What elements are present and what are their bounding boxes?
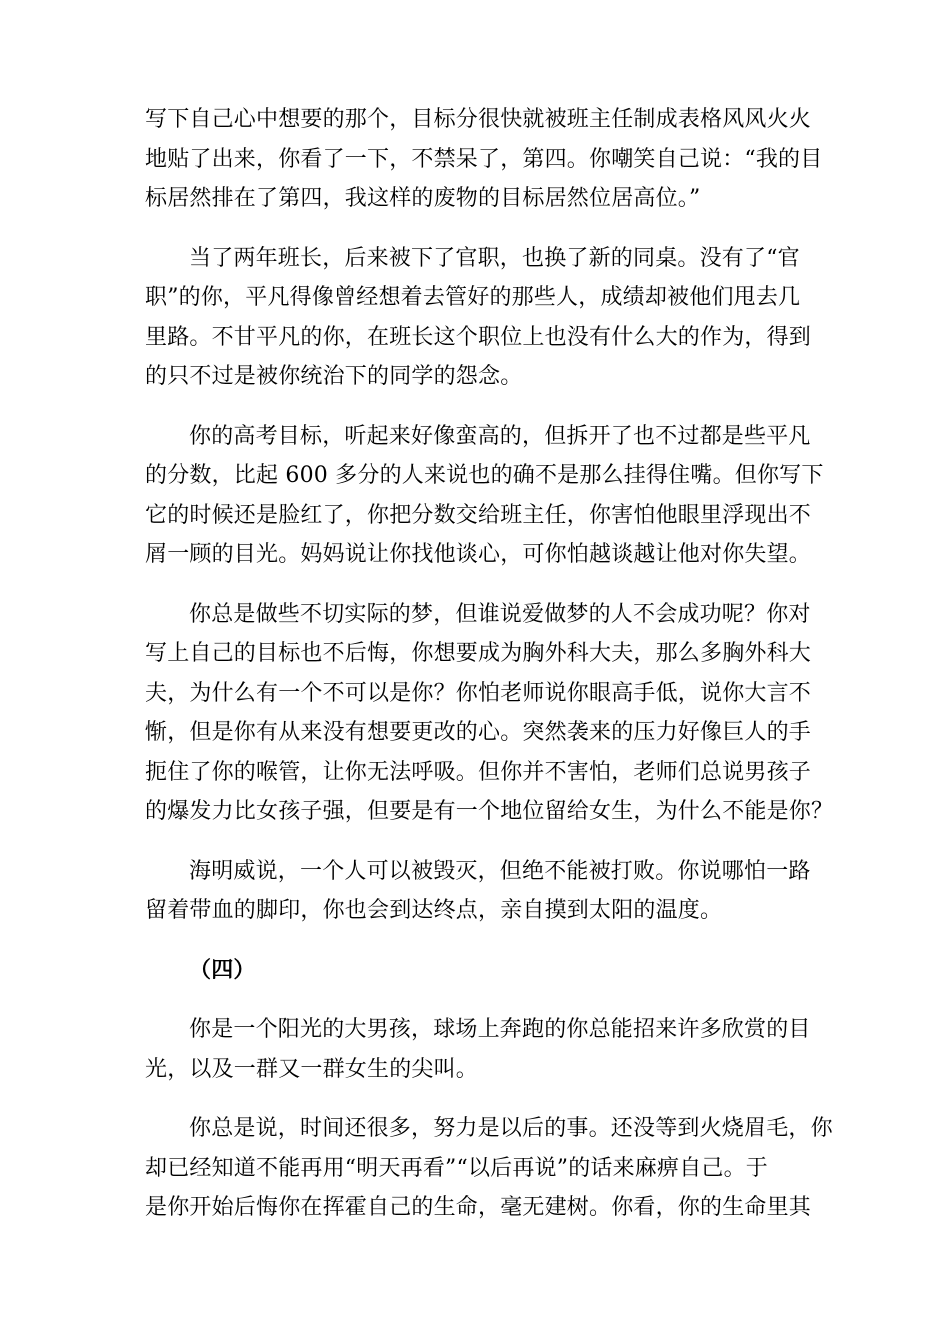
text-line: 扼住了你的喉管，让你无法呼吸。但你并不害怕，老师们总说男孩子 xyxy=(145,759,812,785)
text-line: 海明威说，一个人可以被毁灭，但绝不能被打败。你说哪怕一路 xyxy=(189,858,811,884)
paragraph-6 xyxy=(145,1010,811,1089)
text-line: 你总是做些不切实际的梦，但谁说爱做梦的人不会成功呢？你对 xyxy=(189,601,811,627)
text-line: 写上自己的目标也不后悔，你想要成为胸外科大夫，那么多胸外科大 xyxy=(145,641,812,666)
text-line: 是你开始后悔你在挥霍自己的生命，毫无建树。你看，你的生命里其 xyxy=(145,1195,812,1220)
text-line: 的分数，比起 600 多分的人来说也的确不是那么挂得住嘴。但你写下 xyxy=(145,463,824,488)
paragraph-4 xyxy=(145,595,834,832)
text-line: 屑一顾的目光。妈妈说让你找他谈心，可你怕越谈越让他对你失望。 xyxy=(145,542,812,567)
text-line: 却已经知道不能再用“明天再看”“以后再说”的话来麻痹自己。于 xyxy=(145,1155,768,1181)
paragraph-3 xyxy=(145,417,824,575)
text-line: 惭，但是你有从来没有想要更改的心。突然袭来的压力好像巨人的手 xyxy=(145,720,812,745)
paragraph-5 xyxy=(145,852,811,931)
text-line: 光，以及一群又一群女生的尖叫。 xyxy=(145,1056,479,1082)
text-line: 里路。不甘平凡的你，在班长这个职位上也没有什么大的作为，得到 xyxy=(145,324,812,350)
document-body xyxy=(145,100,834,1248)
section-heading: （四） xyxy=(189,957,256,983)
text-line: 你总是说，时间还很多，努力是以后的事。还没等到火烧眉毛，你 xyxy=(189,1116,833,1141)
text-line: 你的高考目标，听起来好像蛮高的，但拆开了也不过都是些平凡 xyxy=(189,423,811,449)
text-line: 写下自己心中想要的那个，目标分很快就被班主任制成表格风风火火 xyxy=(145,107,812,132)
text-line: 标居然排在了第四，我这样的废物的目标居然位居高位。” xyxy=(145,186,701,211)
paragraph-7 xyxy=(145,1109,833,1228)
text-line: 职”的你，平凡得像曾经想着去管好的那些人，成绩却被他们甩去几 xyxy=(145,285,801,310)
text-line: 的爆发力比女孩子强，但要是有一个地位留给女生，为什么不能是你？ xyxy=(145,799,834,824)
paragraph-1 xyxy=(145,100,823,219)
text-line: 当了两年班长，后来被下了官职，也换了新的同桌。没有了“官 xyxy=(189,245,800,271)
text-line: 地贴了出来，你看了一下，不禁呆了，第四。你嘲笑自己说：“我的目 xyxy=(145,146,823,172)
text-line: 的只不过是被你统治下的同学的怨念。 xyxy=(145,364,523,389)
text-line: 留着带血的脚印，你也会到达终点，亲自摸到太阳的温度。 xyxy=(145,898,723,923)
paragraph-2 xyxy=(145,239,812,397)
text-line: 夫，为什么有一个不可以是你？你怕老师说你眼高手低，说你大言不 xyxy=(145,680,812,706)
text-line: 它的时候还是脸红了，你把分数交给班主任，你害怕他眼里浮现出不 xyxy=(145,502,812,528)
text-line: 你是一个阳光的大男孩，球场上奔跑的你总能招来许多欣赏的目 xyxy=(189,1017,811,1042)
